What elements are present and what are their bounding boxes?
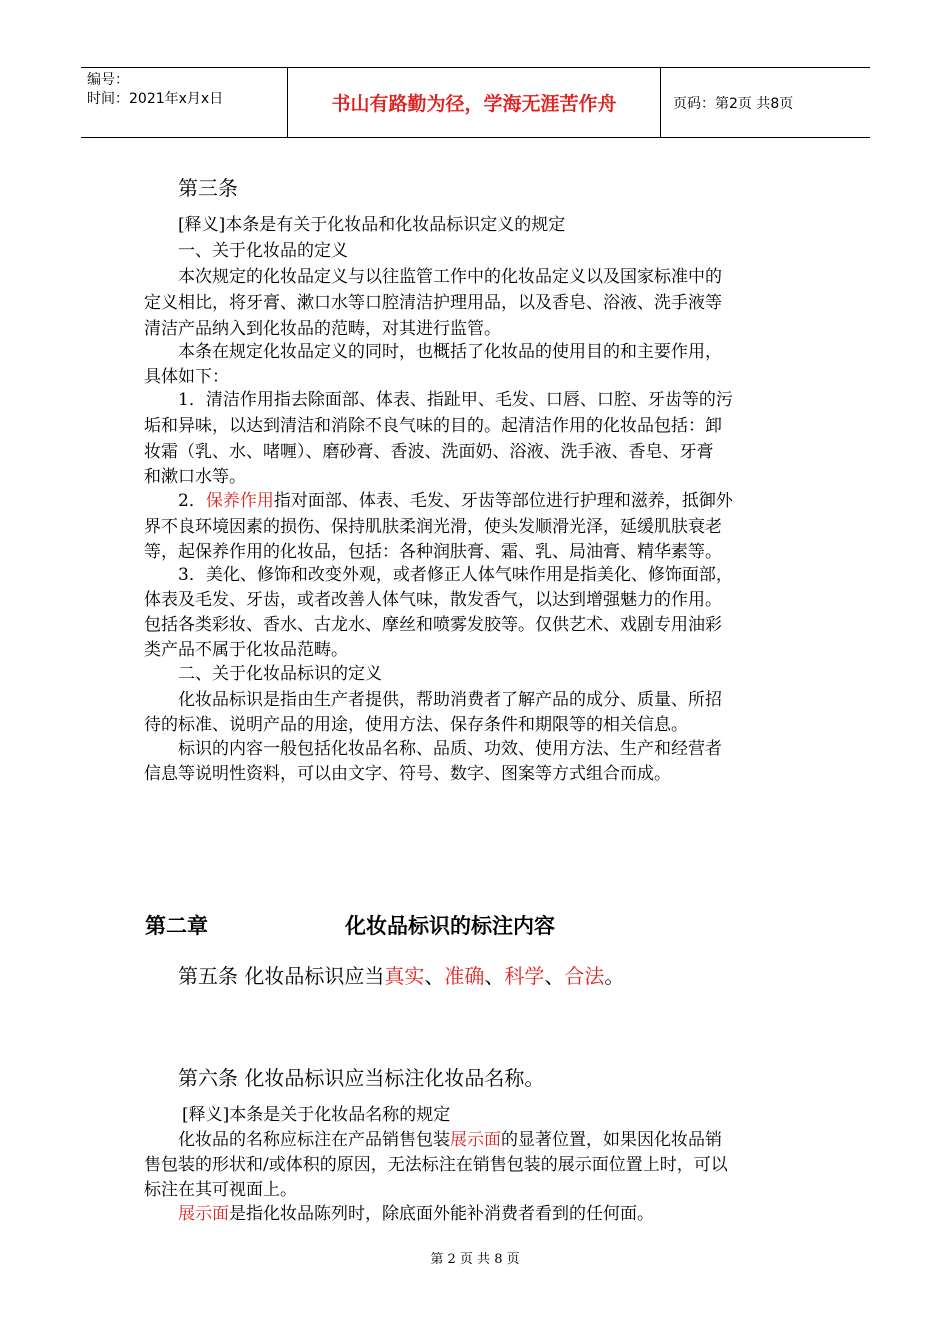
- article3-title: 第三条: [178, 176, 238, 200]
- list-item-line: 体表及毛发、牙齿，或者改善人体气味，散发香气，以达到增强魅力的作用。: [144, 590, 722, 610]
- article6-title: 第六条 化妆品标识应当标注化妆品名称。: [178, 1066, 545, 1090]
- separator: 、: [424, 964, 445, 988]
- time-label: 时间：2021年x月x日: [87, 91, 224, 107]
- separator: 、: [484, 964, 505, 988]
- chapter-number: 第二章: [145, 913, 208, 938]
- p1-b: 的显著位置，如果因化妆品销: [501, 1130, 722, 1150]
- separator: 、: [544, 964, 565, 988]
- article3-interpretation: [释义]本条是有关于化妆品和化妆品标识定义的规定: [178, 215, 566, 235]
- item2-prefix: 2．: [178, 491, 206, 511]
- list-item-line: 1．清洁作用指去除面部、体表、指趾甲、毛发、口唇、口腔、牙齿等的污: [178, 390, 733, 410]
- header-motto: 书山有路勤为径，学海无涯苦作舟: [288, 68, 661, 137]
- article5: [178, 960, 624, 989]
- list-item-line: 包括各类彩妆、香水、古龙水、摩丝和喷雾发胶等。仅供艺术、戏剧专用油彩: [144, 615, 722, 635]
- paragraph-line: 信息等说明性资料，可以由文字、符号、数字、图案等方式组合而成。: [144, 764, 671, 784]
- section2-title: 二、关于化妆品标识的定义: [178, 664, 382, 684]
- keyword-true: 真实: [384, 964, 425, 988]
- page-header: [81, 67, 870, 138]
- keyword-scientific: 科学: [504, 964, 545, 988]
- list-item-line: 垢和异味，以达到清洁和消除不良气味的目的。起清洁作用的化妆品包括：卸: [144, 416, 722, 436]
- article5-prefix: 第五条 化妆品标识应当: [178, 964, 385, 988]
- p1-a: 化妆品的名称应标注在产品销售包装: [178, 1130, 450, 1150]
- paragraph-line: 标注在其可视面上。: [144, 1180, 297, 1200]
- list-item-line: 类产品不属于化妆品范畴。: [144, 640, 348, 660]
- header-page-info: 页码：第2页 共8页: [673, 95, 794, 112]
- section1-title: 一、关于化妆品的定义: [178, 241, 348, 261]
- p2-rest: 是指化妆品陈列时，除底面外能补消费者看到的任何面。: [229, 1204, 654, 1224]
- paragraph-line: [178, 1199, 654, 1224]
- list-item-line: 界不良环境因素的损伤、保持肌肤柔润光滑，使头发顺滑光泽，延缓肌肤衰老: [144, 517, 722, 537]
- paragraph-line: 本次规定的化妆品定义与以往监管工作中的化妆品定义以及国家标准中的: [178, 267, 722, 287]
- item2-rest: 指对面部、体表、毛发、牙齿等部位进行护理和滋养，抵御外: [273, 491, 733, 511]
- article6-interpretation: [释义]本条是关于化妆品名称的规定: [182, 1105, 451, 1125]
- keyword-accurate: 准确: [444, 964, 485, 988]
- header-meta: [81, 68, 288, 137]
- paragraph-line: 清洁产品纳入到化妆品的范畴，对其进行监管。: [144, 319, 501, 339]
- item2-highlight: 保养作用: [205, 491, 274, 511]
- paragraph-line: 标识的内容一般包括化妆品名称、品质、功效、使用方法、生产和经营者: [178, 739, 722, 759]
- period: 。: [604, 964, 625, 988]
- keyword-legal: 合法: [564, 964, 605, 988]
- paragraph-line: 定义相比，将牙膏、漱口水等口腔清洁护理用品，以及香皂、浴液、洗手液等: [144, 293, 722, 313]
- paragraph-line: 化妆品标识是指由生产者提供，帮助消费者了解产品的成分、质量、所招: [178, 690, 722, 710]
- paragraph-line: [178, 1125, 722, 1150]
- number-label: 编号：: [87, 72, 129, 88]
- list-item-line: 3．美化、修饰和改变外观，或者修正人体气味作用是指美化、修饰面部，: [178, 565, 733, 585]
- display-surface-term: 展示面: [178, 1204, 229, 1224]
- page-footer: 第 2 页 共 8 页: [430, 1252, 520, 1267]
- list-item-line: 和漱口水等。: [144, 467, 246, 487]
- paragraph-line: 具体如下：: [144, 367, 229, 387]
- paragraph-line: 本条在规定化妆品定义的同时，也概括了化妆品的使用目的和主要作用，: [178, 342, 722, 362]
- paragraph-line: 售包装的形状和/或体积的原因，无法标注在销售包装的展示面位置上时，可以: [144, 1155, 728, 1175]
- paragraph-line: 待的标准、说明产品的用途，使用方法、保存条件和期限等的相关信息。: [144, 715, 688, 735]
- chapter-title: 化妆品标识的标注内容: [345, 913, 555, 938]
- list-item-line: [178, 486, 733, 511]
- list-item-line: 等，起保养作用的化妆品，包括：各种润肤膏、霜、乳、局油膏、精华素等。: [144, 542, 722, 562]
- display-surface-term: 展示面: [450, 1130, 501, 1150]
- list-item-line: 妆霜（乳、水、啫喱）、磨砂膏、香波、洗面奶、浴液、洗手液、香皂、牙膏: [144, 442, 714, 462]
